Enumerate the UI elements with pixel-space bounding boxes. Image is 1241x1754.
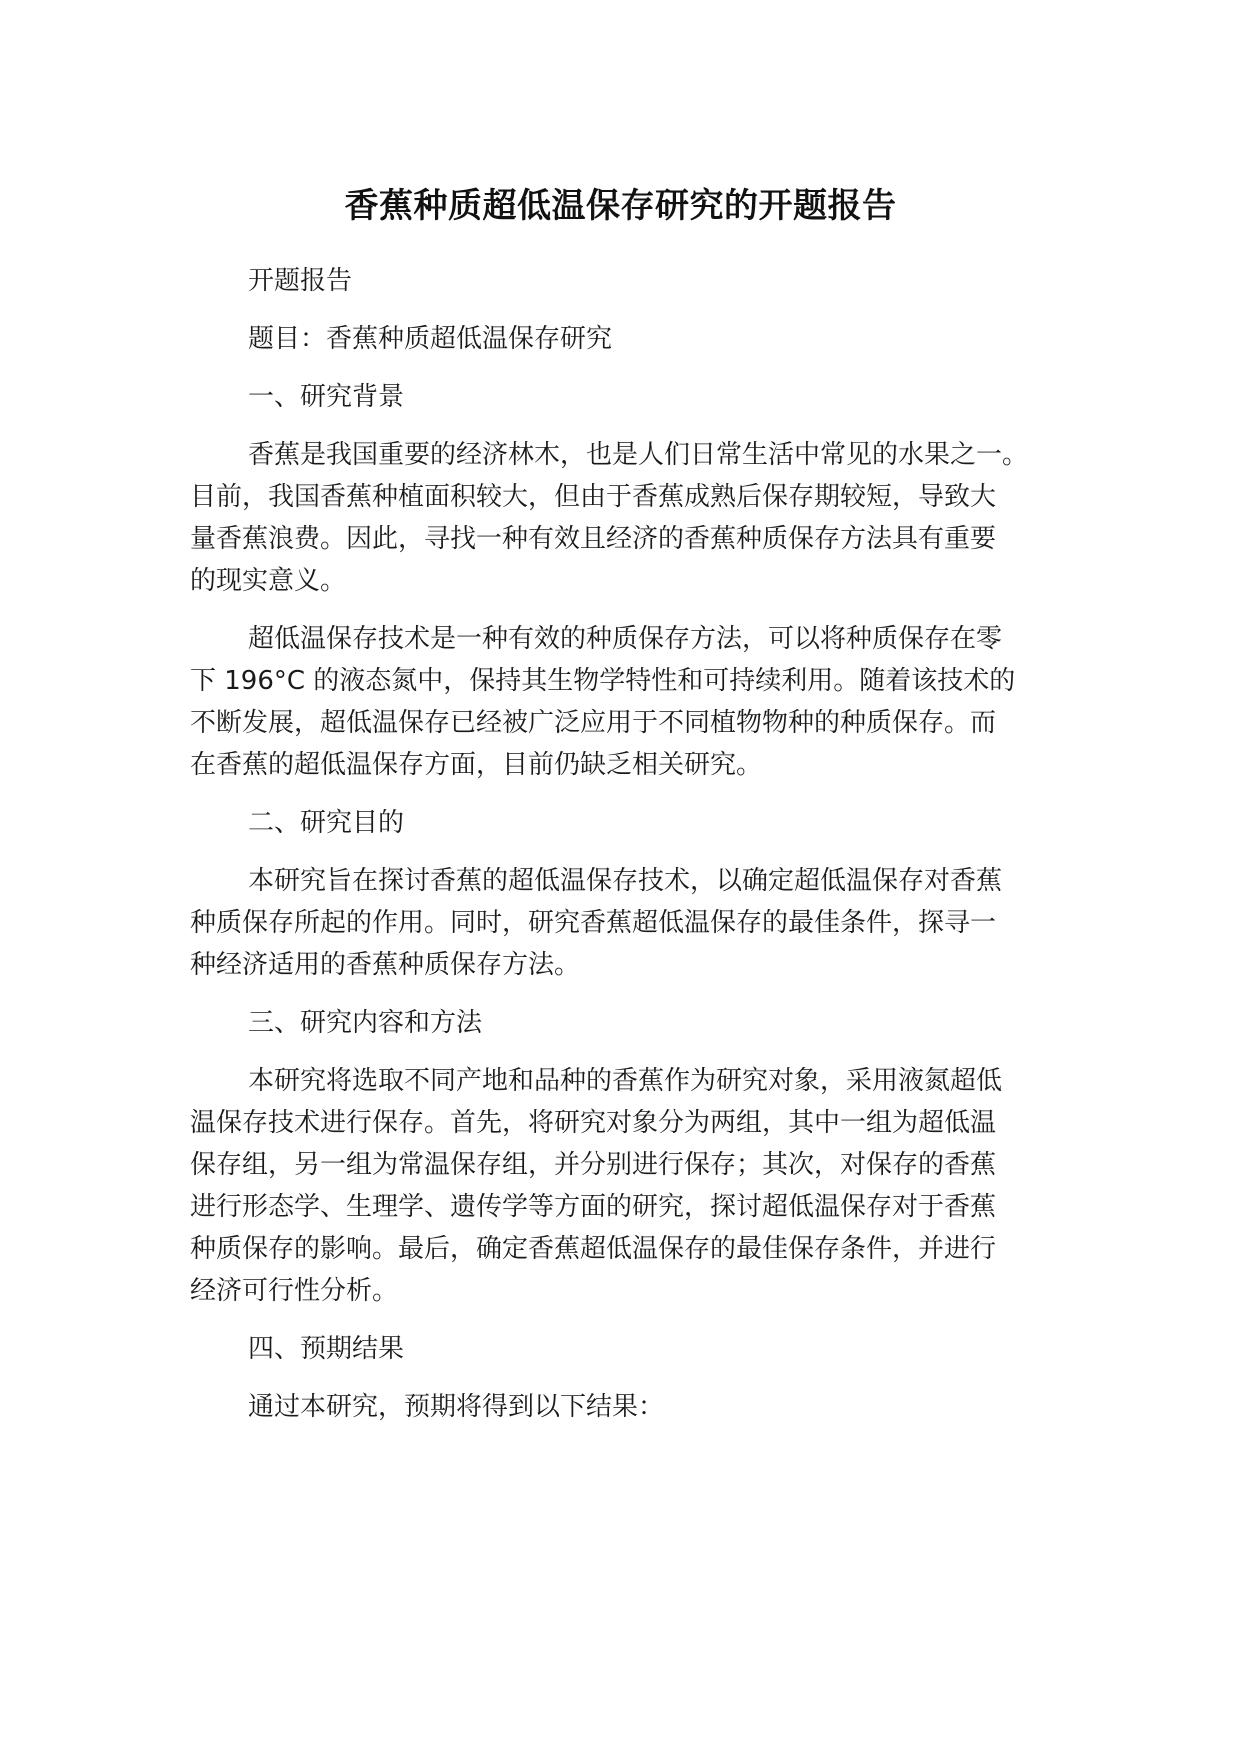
section-heading-methods: 三、研究内容和方法 [248,1008,483,1038]
document-title: 香蕉种质超低温保存研究的开题报告 [344,186,897,226]
paragraph-line: 进行形态学、生理学、遗传学等方面的研究，探讨超低温保存对于香蕉 [190,1192,997,1222]
section-heading-results: 四、预期结果 [248,1334,405,1364]
paragraph-line: 的现实意义。 [190,566,347,596]
paragraph-line: 目前，我国香蕉种植面积较大，但由于香蕉成熟后保存期较短，导致大 [190,482,997,512]
paragraph-line: 本研究旨在探讨香蕉的超低温保存技术，以确定超低温保存对香蕉 [248,866,1003,896]
paragraph-line: 超低温保存技术是一种有效的种质保存方法，可以将种质保存在零 [248,624,1003,654]
paragraph-line: 不断发展，超低温保存已经被广泛应用于不同植物物种的种质保存。而 [190,708,997,738]
paragraph-line: 种质保存所起的作用。同时，研究香蕉超低温保存的最佳条件，探寻一 [190,908,997,938]
paragraph-line: 下 196°C 的液态氮中，保持其生物学特性和可持续利用。随着该技术的 [190,666,1016,696]
paragraph-line: 香蕉是我国重要的经济林木，也是人们日常生活中常见的水果之一。 [248,440,1029,470]
paragraph-line: 保存组，另一组为常温保存组，并分别进行保存；其次，对保存的香蕉 [190,1150,997,1180]
topic-line: 题目：香蕉种质超低温保存研究 [248,324,613,354]
paragraph-line: 种经济适用的香蕉种质保存方法。 [190,950,581,980]
report-label: 开题报告 [248,266,353,296]
paragraph-line: 在香蕉的超低温保存方面，目前仍缺乏相关研究。 [190,750,763,780]
paragraph-line: 通过本研究，预期将得到以下结果： [248,1392,665,1422]
paragraph-line: 量香蕉浪费。因此，寻找一种有效且经济的香蕉种质保存方法具有重要 [190,524,997,554]
paragraph-line: 温保存技术进行保存。首先，将研究对象分为两组，其中一组为超低温 [190,1108,997,1138]
section-heading-purpose: 二、研究目的 [248,808,405,838]
paragraph-line: 种质保存的影响。最后，确定香蕉超低温保存的最佳保存条件，并进行 [190,1234,997,1264]
section-heading-background: 一、研究背景 [248,382,405,412]
paragraph-line: 经济可行性分析。 [190,1276,399,1306]
paragraph-line: 本研究将选取不同产地和品种的香蕉作为研究对象，采用液氮超低 [248,1066,1003,1096]
